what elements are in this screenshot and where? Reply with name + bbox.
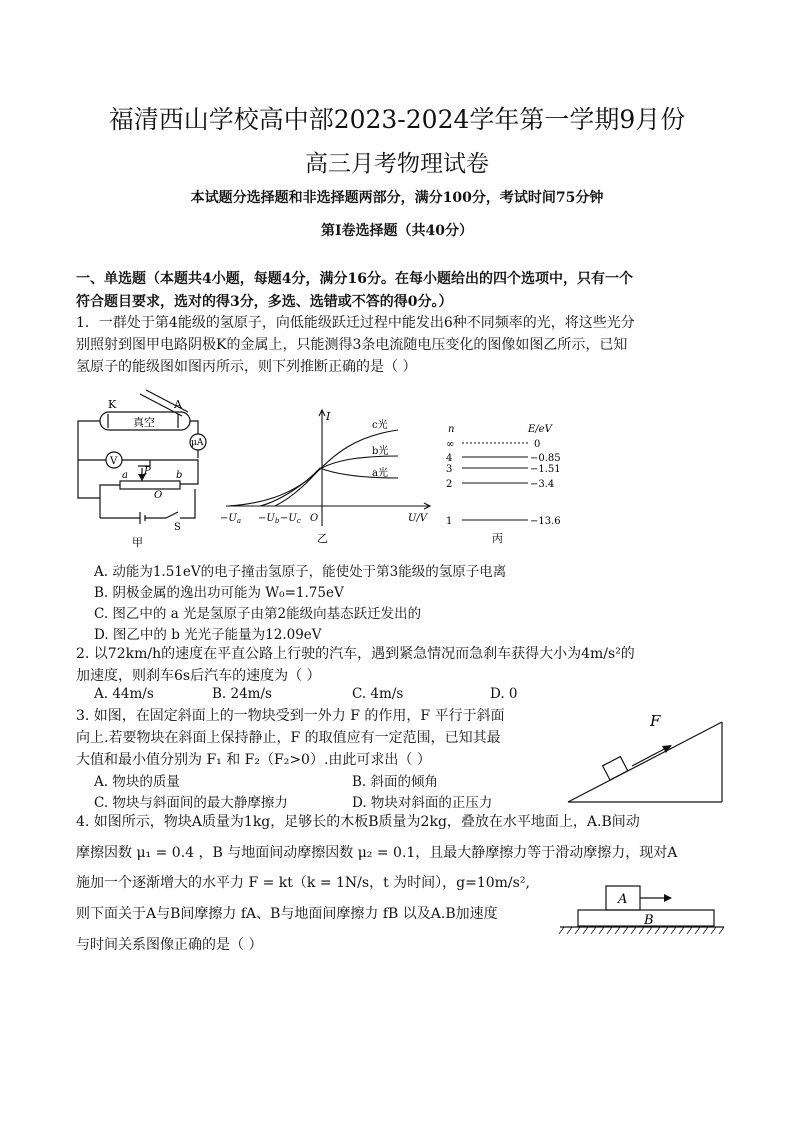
curve-label-b: b光 <box>372 446 389 457</box>
origin-label: O <box>310 513 319 524</box>
exam-title-line1: 福清西山学校高中部2023-2024学年第一学期9月份 <box>108 105 686 134</box>
label-n: n <box>448 424 455 435</box>
exam-title-line2: 高三月考物理试卷 <box>305 151 489 177</box>
switch-label: S <box>174 522 181 533</box>
voltmeter-label: V <box>110 456 118 467</box>
level-E-4: −0.85 <box>530 453 561 464</box>
iu-graph-figure-yi <box>220 406 440 548</box>
q2-line2: 加速度，则刹车6s后汽车的速度为（ ） <box>76 668 321 684</box>
q4-line3: 施加一个逐渐增大的水平力 F = kt（k = 1N/s，t 为时间），g=10m/s², <box>76 875 530 891</box>
level-n-1: 1 <box>446 516 453 527</box>
q3-option-d[interactable]: D. 物块对斜面的正压力 <box>352 795 493 811</box>
q3-option-a[interactable]: A. 物块的质量 <box>94 774 180 790</box>
label-a: a <box>122 470 128 481</box>
block-label-A: A <box>618 892 628 907</box>
label-O: O <box>154 490 163 501</box>
level-n-4: 4 <box>446 453 453 464</box>
level-E-3: −1.51 <box>530 464 561 475</box>
energy-level-figure-bing <box>440 420 570 548</box>
level-n-2: 2 <box>446 479 453 490</box>
level-E-2: −3.4 <box>530 479 555 490</box>
label-P: P <box>144 466 151 477</box>
level-E-1: −13.6 <box>530 516 561 527</box>
q3-option-b[interactable]: B. 斜面的倾角 <box>352 774 439 790</box>
label-A: A <box>174 398 182 411</box>
incline-figure <box>562 706 728 810</box>
q2-option-a[interactable]: A. 44m/s <box>94 686 154 702</box>
force-label-F: F <box>650 712 661 730</box>
q2-option-c[interactable]: C. 4m/s <box>352 686 404 702</box>
q2-line1: 2. 以72km/h的速度在平直公路上行驶的汽车，遇到紧急情况而急刹车获得大小为4m/s²的 <box>76 646 635 662</box>
q3-line2: 向上.若要物块在斜面上保持静止，F 的取值应有一定范围，已知其最 <box>76 730 501 746</box>
figure-caption-jia: 甲 <box>132 536 143 548</box>
label-vacuum: 真空 <box>133 416 155 429</box>
q3-line3: 大值和最小值分别为 F₁ 和 F₂（F₂>0）.由此可求出（ ） <box>76 752 431 768</box>
tick-Ub: $-U_b$ <box>258 513 280 525</box>
q2-option-b[interactable]: B. 24m/s <box>212 686 272 702</box>
tick-Ua: $-U_a$ <box>220 513 241 525</box>
curve-label-a: a光 <box>372 468 388 479</box>
circuit-figure-jia <box>70 388 230 548</box>
axis-label-U: U/V <box>408 513 428 524</box>
label-K: K <box>108 398 117 411</box>
q4-line4: 则下面关于A与B间摩擦力 fA、B与地面间摩擦力 fB 以及A.B加速度 <box>76 906 498 922</box>
q1-line1: 1．一群处于第4能级的氢原子，向低能级跃迁过程中能发出6种不同频率的光，将这些光分 <box>76 315 635 331</box>
q1-line3: 氢原子的能级图如图丙所示，则下列推断正确的是（ ） <box>76 359 417 375</box>
q1-option-c[interactable]: C. 图乙中的 a 光是氢原子由第2能级向基态跃迁发出的 <box>94 606 422 622</box>
level-n-inf: ∞ <box>446 439 455 450</box>
q1-option-a[interactable]: A. 动能为1.51eV的电子撞击氢原子，能使处于第3能级的氢原子电离 <box>94 564 507 580</box>
board-label-B: B <box>644 913 654 928</box>
label-E: E/eV <box>528 424 552 435</box>
section1-line2: 符合题目要求，选对的得3分，多选、选错或不答的得0分。） <box>76 294 453 310</box>
label-b: b <box>176 470 183 481</box>
figure-caption-yi: 乙 <box>317 532 328 545</box>
exam-subtitle: 本试题分选择题和非选择题两部分，满分100分，考试时间75分钟 <box>190 190 604 206</box>
level-E-inf: 0 <box>534 439 541 450</box>
axis-label-I: I <box>326 410 331 423</box>
q4-line5: 与时间关系图像正确的是（ ） <box>76 937 263 953</box>
q1-line2: 别照射到图甲电路阴极K的金属上，只能测得3条电流随电压变化的图像如图乙所示，已知 <box>76 337 628 353</box>
section1-line1: 一、单选题（本题共4小题，每题4分，满分16分。在每小题给出的四个选项中，只有一个 <box>76 271 633 287</box>
microammeter-label: μA <box>191 438 204 448</box>
curve-label-c: c光 <box>372 420 388 431</box>
q4-line1: 4. 如图所示，物块A质量为1kg，足够长的木板B质量为2kg，叠放在水平地面上，A.B间动 <box>76 814 640 830</box>
q1-option-b[interactable]: B. 阴极金属的逸出功可能为 W₀=1.75eV <box>94 585 344 601</box>
part1-heading: 第Ⅰ卷选择题（共40分） <box>320 223 474 239</box>
q2-option-d[interactable]: D. 0 <box>490 686 518 702</box>
figure-caption-bing: 丙 <box>492 532 503 545</box>
q1-option-d[interactable]: D. 图乙中的 b 光光子能量为12.09eV <box>94 627 322 643</box>
q3-option-c[interactable]: C. 物块与斜面间的最大静摩擦力 <box>94 795 288 811</box>
level-n-3: 3 <box>446 464 453 475</box>
q3-line1: 3. 如图，在固定斜面上的一物块受到一外力 F 的作用，F 平行于斜面 <box>76 708 505 724</box>
blocks-figure <box>556 880 728 938</box>
q4-line2: 摩擦因数 μ₁ = 0.4 ，B 与地面间动摩擦因数 μ₂ = 0.1，且最大静摩擦力等于滑动摩擦力，现对A <box>76 845 678 861</box>
tick-Uc: $-U_c$ <box>280 513 301 525</box>
